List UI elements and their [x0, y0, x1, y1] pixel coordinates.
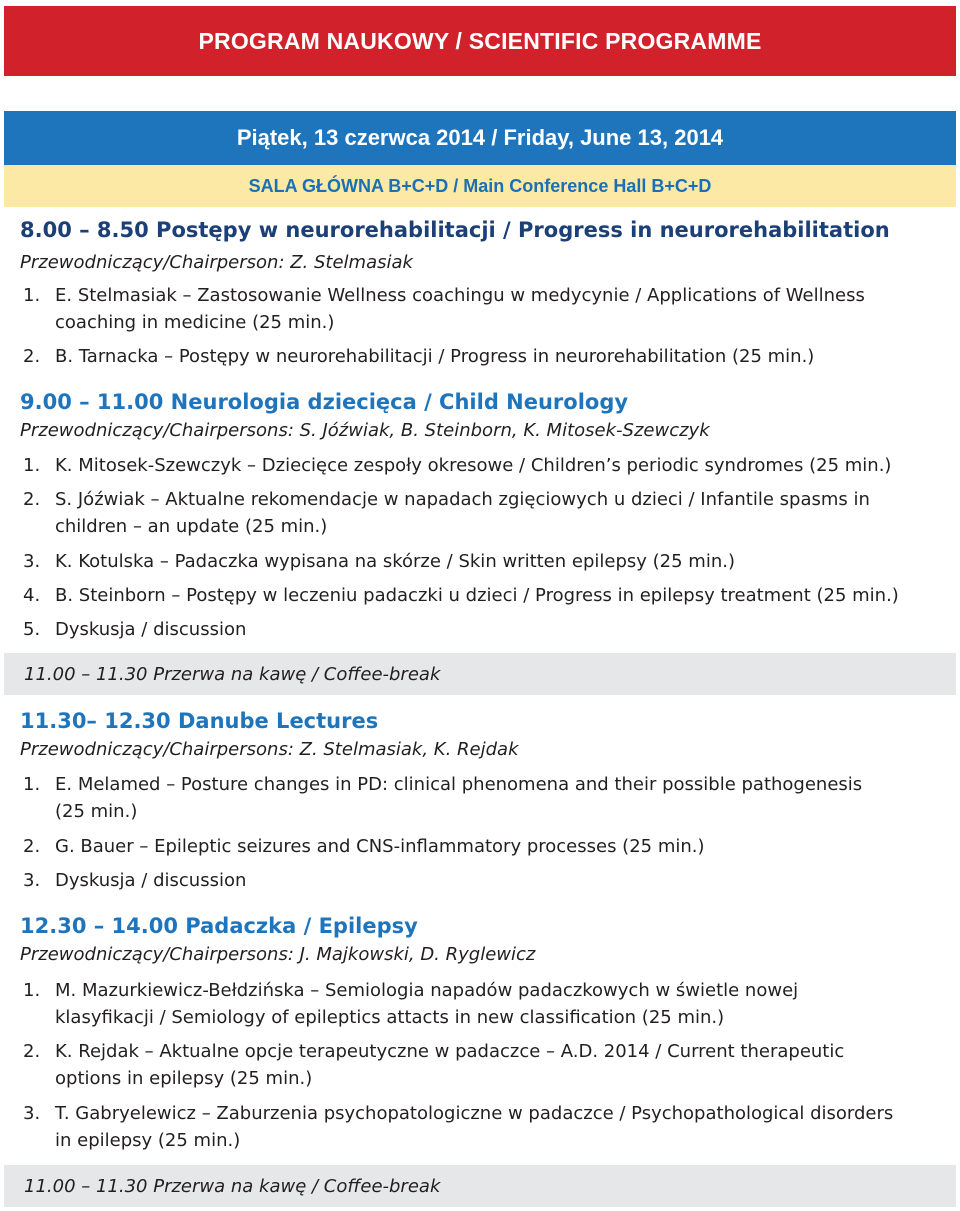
session-title: 8.00 – 8.50 Postępy w neurorehabilitacji / Progress in neurorehabilitation [20, 218, 890, 242]
programme-title: PROGRAM NAUKOWY / SCIENTIFIC PROGRAMME [198, 27, 762, 54]
talk-line: K. Rejdak – Aktualne opcje terapeutyczne w padaczce – A.D. 2014 / Current therapeutic [55, 1041, 845, 1062]
date-banner [4, 111, 956, 165]
talk-line: E. Melamed – Posture changes in PD: clinical phenomena and their possible pathogenesis [55, 774, 863, 795]
talk-line: children – an update (25 min.) [55, 516, 328, 537]
session-title: 11.30– 12.30 Danube Lectures [20, 709, 379, 733]
item-number: 2. [23, 1041, 41, 1062]
item-number: 1. [23, 980, 41, 1001]
coffee-break-text: 11.00 – 11.30 Przerwa na kawę / Coffee-break [24, 664, 441, 685]
item-number: 1. [23, 455, 41, 476]
item-number: 4. [23, 585, 41, 606]
talk-line: (25 min.) [55, 801, 138, 822]
session-chair: Przewodniczący/Chairperson: Z. Stelmasiak [20, 252, 413, 273]
talk-line: B. Tarnacka – Postępy w neurorehabilitacji / Progress in neurorehabilitation (25 min.) [55, 346, 815, 367]
talk-line: M. Mazurkiewicz-Bełdzińska – Semiologia napadów padaczkowych w świetle nowej [55, 980, 799, 1001]
talk-line: G. Bauer – Epileptic seizures and CNS-inflammatory processes (25 min.) [55, 836, 705, 857]
coffee-break-bar [4, 1165, 956, 1207]
item-number: 3. [23, 551, 41, 572]
talk-line: in epilepsy (25 min.) [55, 1130, 241, 1151]
talk-line: Dyskusja / discussion [55, 870, 247, 891]
talk-line: E. Stelmasiak – Zastosowanie Wellness coachingu w medycynie / Applications of Wellness [55, 285, 865, 306]
talk-line: options in epilepsy (25 min.) [55, 1068, 313, 1089]
talk-line: klasyfikacji / Semiology of epileptics attacts in new classification (25 min.) [55, 1007, 725, 1028]
item-number: 2. [23, 346, 41, 367]
session-chair: Przewodniczący/Chairpersons: J. Majkowski, D. Ryglewicz [20, 944, 536, 965]
item-number: 5. [23, 619, 41, 640]
coffee-break-bar [4, 653, 956, 695]
hall-banner [4, 165, 956, 207]
talk-line: B. Steinborn – Postępy w leczeniu padaczki u dzieci / Progress in epilepsy treatment (25 min.) [55, 585, 899, 606]
talk-line: S. Jóźwiak – Aktualne rekomendacje w napadach zgięciowych u dzieci / Infantile spasms in [55, 489, 870, 510]
item-number: 1. [23, 285, 41, 306]
talk-line: Dyskusja / discussion [55, 619, 247, 640]
talk-line: K. Kotulska – Padaczka wypisana na skórze / Skin written epilepsy (25 min.) [55, 551, 735, 572]
programme-date: Piątek, 13 czerwca 2014 / Friday, June 13, 2014 [236, 125, 724, 150]
item-number: 2. [23, 836, 41, 857]
talk-line: T. Gabryelewicz – Zaburzenia psychopatologiczne w padaczce / Psychopathological disorders [55, 1103, 894, 1124]
talk-line: coaching in medicine (25 min.) [55, 312, 335, 333]
session-title: 12.30 – 14.00 Padaczka / Epilepsy [20, 914, 418, 938]
coffee-break-text: 11.00 – 11.30 Przerwa na kawę / Coffee-break [24, 1176, 441, 1197]
session-chair: Przewodniczący/Chairpersons: S. Jóźwiak, B. Steinborn, K. Mitosek-Szewczyk [20, 420, 710, 441]
talk-line: K. Mitosek-Szewczyk – Dziecięce zespoły okresowe / Children’s periodic syndromes (25 min.) [55, 455, 892, 476]
session-chair: Przewodniczący/Chairpersons: Z. Stelmasiak, K. Rejdak [20, 739, 519, 760]
item-number: 3. [23, 1103, 41, 1124]
programme-title-banner [4, 6, 956, 76]
item-number: 2. [23, 489, 41, 510]
session-title: 9.00 – 11.00 Neurologia dziecięca / Child Neurology [20, 390, 629, 414]
hall-name: SALA GŁÓWNA B+C+D / Main Conference Hall B+C+D [248, 175, 712, 196]
item-number: 3. [23, 870, 41, 891]
item-number: 1. [23, 774, 41, 795]
